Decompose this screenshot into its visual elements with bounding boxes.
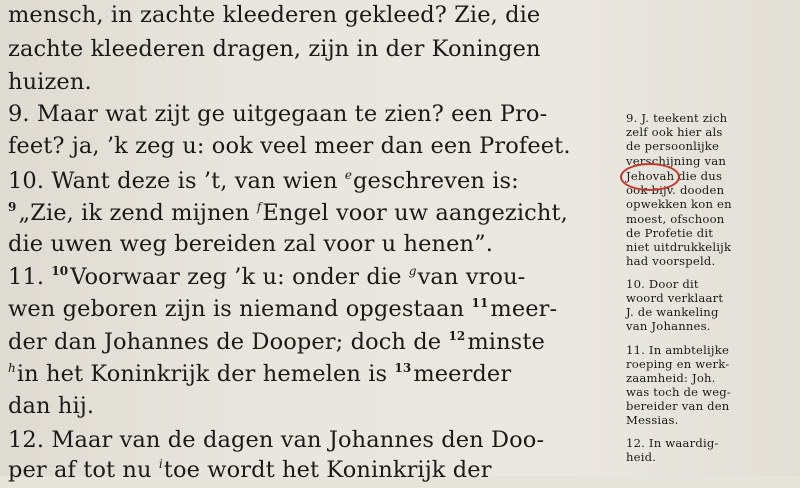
margin-note-line: zelf ook hier als	[626, 125, 723, 139]
text-line: mensch, in zachte kleederen gekleed? Zie, die	[8, 2, 541, 28]
reference-number: 11	[471, 296, 489, 310]
margin-note-line: woord verklaart	[626, 291, 724, 305]
footnote-marker: g	[408, 264, 417, 278]
margin-note-line: niet uitdrukkelijk	[626, 240, 732, 254]
text-fragment: „Zie, ik zend mijnen	[18, 200, 257, 226]
footnote-marker: e	[344, 168, 353, 182]
text-line: feet? ja, ’k zeg u: ook veel meer dan een Profeet.	[8, 133, 571, 159]
footnote-marker: f	[256, 200, 262, 214]
margin-note-line: heid.	[626, 450, 657, 464]
margin-note-line: 11. In ambtelijke	[626, 343, 729, 357]
verse-9-line: 9. Maar wat zijt ge uitgegaan te zien? een Pro-	[8, 101, 548, 127]
reference-number: 10	[51, 264, 69, 278]
margin-note-line: 12. In waardig-	[626, 436, 719, 450]
reference-number: 12	[448, 329, 466, 343]
text-fragment: Engel voor uw aangezicht,	[262, 200, 568, 226]
text-line	[8, 327, 545, 360]
text-fragment: in het Koninkrijk der hemelen is	[16, 361, 395, 387]
text-fragment: van vrou-	[417, 264, 526, 290]
text-line	[8, 455, 492, 488]
text-line	[8, 359, 511, 392]
verse-11-line	[8, 262, 525, 295]
margin-note-line: van Johannes.	[626, 319, 711, 333]
text-fragment: geschreven is:	[353, 168, 519, 194]
text-fragment: per af tot nu	[8, 457, 159, 483]
margin-note-line: roeping en werk-	[626, 357, 730, 371]
margin-note-line: had voorspeld.	[626, 254, 716, 268]
text-fragment: der dan Johannes de Dooper; doch de	[8, 329, 449, 355]
margin-note-line: bereider van den	[626, 399, 730, 413]
margin-note-line: verschijning van	[626, 154, 727, 168]
footnote-marker: i	[158, 457, 163, 471]
text-line	[8, 294, 557, 327]
text-fragment: Voorwaar zeg ’k u: onder die	[70, 264, 409, 290]
text-line: huizen.	[8, 69, 92, 95]
text-fragment: die dus	[674, 169, 723, 183]
red-annotation-circle	[620, 163, 680, 191]
verse-12-line: 12. Maar van de dagen van Johannes den Doo-	[8, 427, 545, 453]
text-fragment: meer-	[490, 296, 558, 322]
highlighted-word: Jehovah	[626, 169, 675, 183]
margin-note-line: Messias.	[626, 413, 679, 427]
margin-note-line: 10. Door dit	[626, 277, 699, 291]
margin-note-line: opwekken kon en	[626, 197, 732, 211]
verse-10-line	[8, 166, 519, 199]
margin-note-line: ook bijv. dooden	[626, 183, 725, 197]
reference-number: 9	[8, 200, 17, 214]
margin-note-line: moest, ofschoon	[626, 212, 725, 226]
reference-number: 13	[394, 361, 412, 375]
text-line: dan hij.	[8, 393, 95, 419]
text-line: zachte kleederen dragen, zijn in der Koningen	[8, 36, 541, 62]
text-line: die uwen weg bereiden zal voor u henen”.	[8, 231, 493, 257]
margin-note-line: J. de wankeling	[626, 305, 719, 319]
footnote-marker: h	[8, 361, 16, 375]
text-fragment: 11.	[8, 264, 52, 290]
margin-note-line: was toch de weg-	[626, 385, 732, 399]
text-fragment: wen geboren zijn is niemand opgestaan	[8, 296, 472, 322]
margin-note-line: 9. J. teekent zich	[626, 111, 728, 125]
text-line	[8, 198, 568, 231]
text-fragment: 10. Want deze is ’t, van wien	[8, 168, 345, 194]
margin-note-line: de persoonlijke	[626, 139, 720, 153]
margin-note-line: zaamheid: Joh.	[626, 371, 716, 385]
margin-note-line: de Profetie dit	[626, 226, 714, 240]
text-fragment: meerder	[413, 361, 512, 387]
text-fragment: minste	[467, 329, 545, 355]
text-fragment: toe wordt het Koninkrijk der	[163, 457, 492, 483]
